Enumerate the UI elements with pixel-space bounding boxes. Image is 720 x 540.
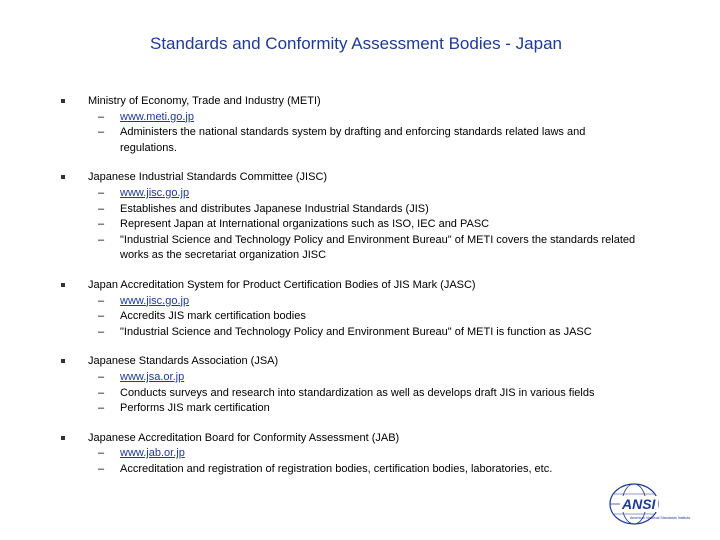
section-item bbox=[0, 94, 720, 156]
dash-bullet-icon: – bbox=[98, 386, 105, 399]
ansi-logo bbox=[606, 482, 706, 526]
dash-bullet-icon: – bbox=[98, 126, 105, 139]
dash-bullet-icon: – bbox=[98, 294, 105, 307]
website-link[interactable]: www.jisc.go.jp bbox=[120, 294, 190, 307]
sub-list bbox=[88, 370, 720, 417]
description-text: Represent Japan at International organizations such as ISO, IEC and PASC bbox=[120, 218, 490, 231]
website-item bbox=[88, 294, 720, 310]
description-item bbox=[88, 401, 720, 417]
sub-list bbox=[88, 186, 720, 264]
description-text: "Industrial Science and Technology Policy and Environment Bureau" of METI covers the standards related works as the secretariat organization JISC bbox=[120, 233, 636, 262]
website-link[interactable]: www.jab.or.jp bbox=[120, 447, 185, 460]
description-text: Accredits JIS mark certification bodies bbox=[120, 310, 306, 323]
description-text: Accreditation and registration of registration bodies, certification bodies, laboratories, etc. bbox=[120, 462, 553, 475]
dash-bullet-icon: – bbox=[98, 325, 105, 338]
description-text: Establishes and distributes Japanese Industrial Standards (JIS) bbox=[120, 202, 429, 215]
website-item bbox=[88, 370, 720, 386]
website-item bbox=[88, 186, 720, 202]
dash-bullet-icon: – bbox=[98, 462, 105, 475]
description-item bbox=[88, 309, 720, 325]
description-item bbox=[88, 325, 720, 341]
dash-bullet-icon: – bbox=[98, 218, 105, 231]
description-text: Administers the national standards system by drafting and enforcing standards related laws and regulations. bbox=[120, 126, 586, 154]
website-item bbox=[88, 446, 720, 462]
section-item bbox=[0, 278, 720, 340]
section-heading: Japanese Standards Association (JSA) bbox=[88, 355, 279, 368]
page-title: Standards and Conformity Assessment Bodies - Japan bbox=[150, 34, 562, 53]
description-item bbox=[88, 386, 720, 402]
section-heading: Japanese Accreditation Board for Conformity Assessment (JAB) bbox=[88, 431, 400, 444]
website-item bbox=[88, 110, 720, 126]
website-link[interactable]: www.meti.go.jp bbox=[120, 110, 194, 123]
section-list bbox=[0, 94, 720, 491]
description-item bbox=[88, 233, 720, 264]
section-item bbox=[0, 431, 720, 478]
description-text: Conducts surveys and research into standardization as well as develops draft JIS in various fields bbox=[120, 386, 595, 399]
square-bullet-icon bbox=[61, 359, 65, 363]
logo-tagline: American National Standards Institute bbox=[630, 516, 691, 520]
description-text: "Industrial Science and Technology Policy and Environment Bureau" of METI is function as JASC bbox=[120, 325, 592, 338]
square-bullet-icon bbox=[61, 283, 65, 287]
section-item bbox=[0, 354, 720, 416]
dash-bullet-icon: – bbox=[98, 447, 105, 460]
square-bullet-icon bbox=[61, 436, 65, 440]
dash-bullet-icon: – bbox=[98, 370, 105, 383]
dash-bullet-icon: – bbox=[98, 233, 105, 246]
dash-bullet-icon: – bbox=[98, 402, 105, 415]
section-heading: Ministry of Economy, Trade and Industry (METI) bbox=[88, 95, 321, 107]
description-item bbox=[88, 462, 720, 478]
dash-bullet-icon: – bbox=[98, 310, 105, 323]
logo-text: ANSI bbox=[622, 496, 656, 512]
section-item bbox=[0, 170, 720, 264]
description-item bbox=[88, 217, 720, 233]
website-link[interactable]: www.jisc.go.jp bbox=[120, 186, 190, 199]
description-item bbox=[88, 202, 720, 218]
sub-list bbox=[88, 446, 720, 477]
square-bullet-icon bbox=[61, 175, 65, 179]
section-heading: Japanese Industrial Standards Committee (JISC) bbox=[88, 171, 328, 184]
section-heading: Japan Accreditation System for Product Certification Bodies of JIS Mark (JASC) bbox=[88, 278, 476, 291]
square-bullet-icon bbox=[61, 99, 65, 103]
sub-list bbox=[88, 294, 720, 341]
dash-bullet-icon: – bbox=[98, 202, 105, 215]
description-item bbox=[88, 125, 720, 156]
dash-bullet-icon: – bbox=[98, 110, 105, 123]
website-link[interactable]: www.jsa.or.jp bbox=[120, 370, 185, 383]
description-text: Performs JIS mark certification bbox=[120, 402, 270, 415]
sub-list bbox=[88, 110, 720, 157]
dash-bullet-icon: – bbox=[98, 186, 105, 199]
